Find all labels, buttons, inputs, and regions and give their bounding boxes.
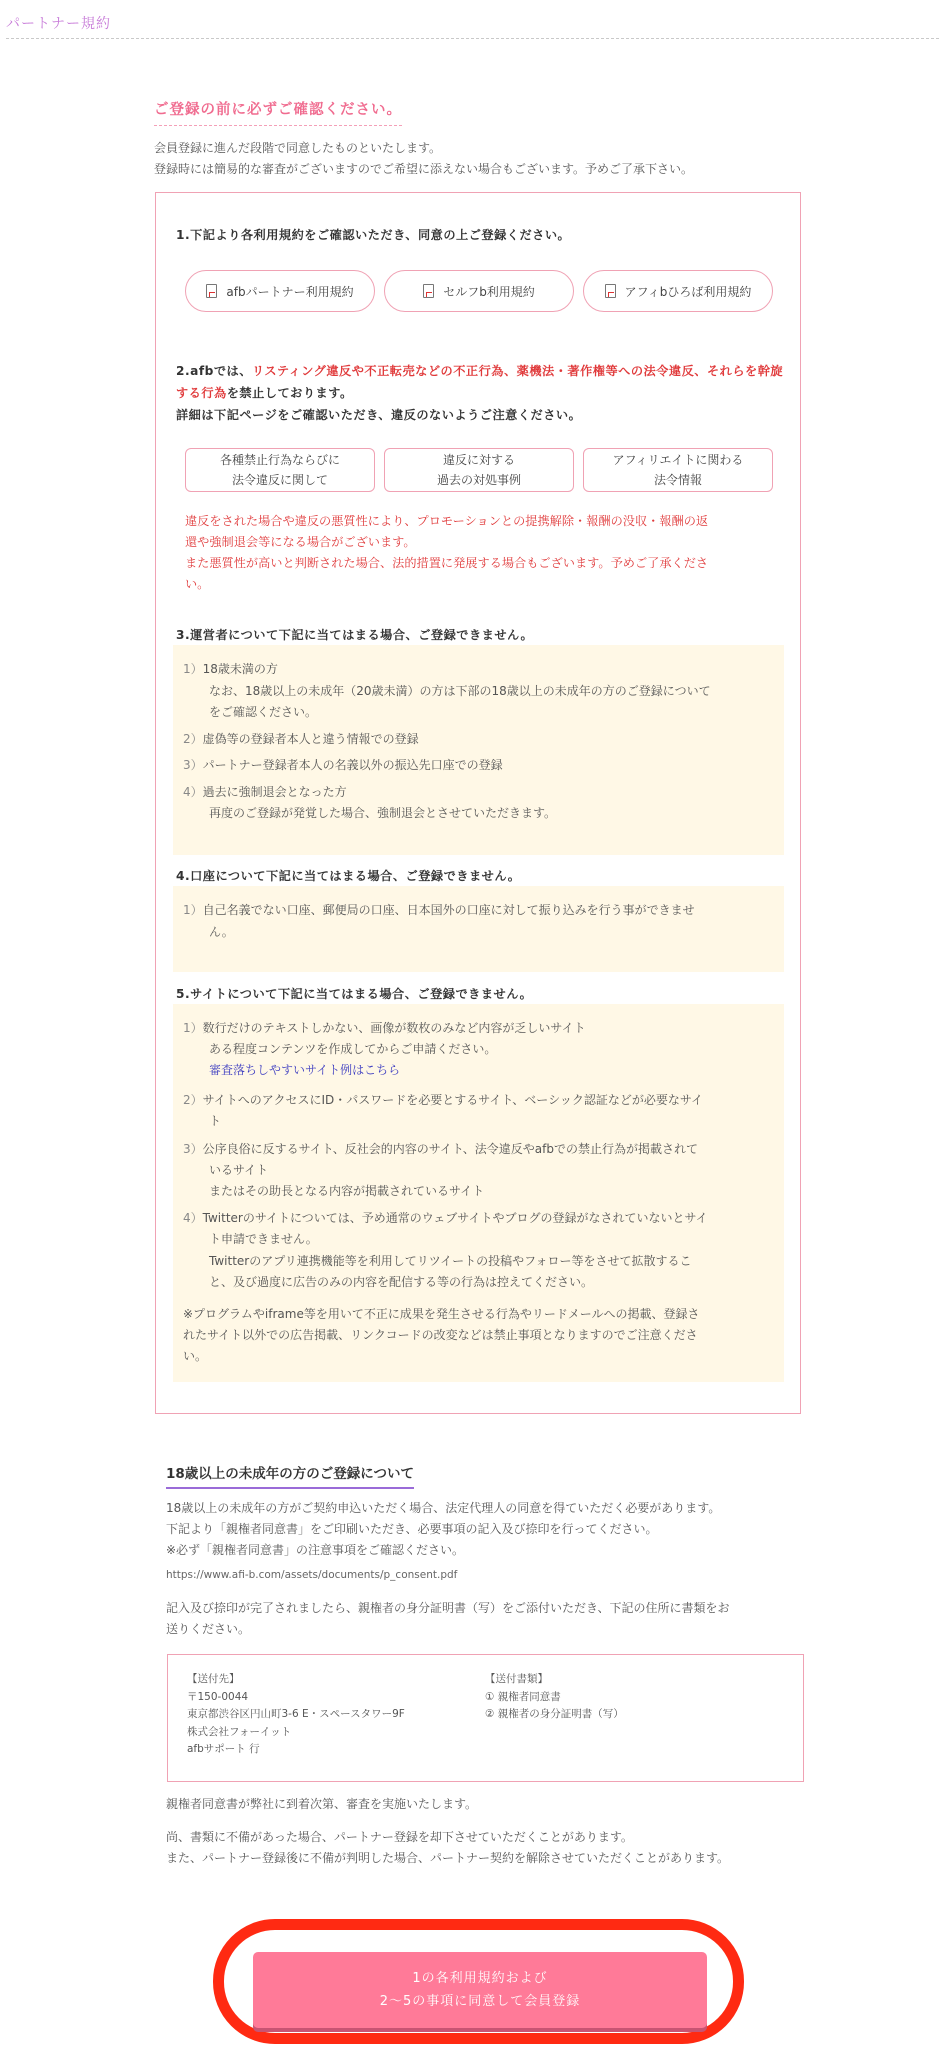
agree-and-register-button[interactable]: 1の各利用規約および 2～5の事項に同意して会員登録 <box>253 1952 707 2028</box>
required-documents: 【送付書類】 ① 親権者同意書 ② 親権者の身分証明書（写） <box>485 1673 624 1720</box>
list-item-cont: ん。 <box>209 925 234 939</box>
list-item-cont: なお、18歳以上の未成年（20歳未満）の方は下部の18歳以上の未成年の方のご登録について <box>209 684 711 698</box>
list-item-cont: と、及び過度に広告のみの内容を配信する等の行為は控えてください。 <box>209 1275 594 1289</box>
afib-hiroba-terms-button[interactable]: アフィbひろば利用規約 <box>583 270 773 312</box>
section3-title: 3.運営者について下記に当てはまる場合、ご登録できません。 <box>176 628 534 642</box>
minor-paragraph-1: 18歳以上の未成年の方がご契約申込いただく場合、法定代理人の同意を得ていただく必要があります。 下記より「親権者同意書」をご印刷いただき、必要事項の記入及び捺印を行ってください。 ※必ず「親権者同意書」の注意事項をご確認ください。 <box>166 1501 721 1557</box>
section5-title: 5.サイトについて下記に当てはまる場合、ご登録できません。 <box>176 987 533 1001</box>
section2-text: 2.afbでは、リスティング違反や不正転売などの不正行為、薬機法・著作権等への法令違反、それらを幹旋する行為を禁止しております。 詳細は下記ページをご確認いただき、違反のないようご注意ください。 <box>176 364 784 422</box>
list-item: 4）過去に強制退会となった方 <box>183 785 347 799</box>
minor-paragraph-2: 記入及び捺印が完了されましたら、親権者の身分証明書（写）をご添付いただき、下記の住所に書類をお 送りください。 <box>166 1601 730 1636</box>
violation-warning: 違反をされた場合や違反の悪質性により、プロモーションとの提携解除・報酬の没収・報酬の返 還や強制退会等になる場合がございます。 また悪質性が高いと判断された場合、法的措置に発展する場合もございます。予めご了承くださ い。 <box>185 514 709 591</box>
minor-paragraph-3: 親権者同意書が弊社に到着次第、審査を実施いたします。 <box>166 1797 478 1811</box>
list-item: 2）サイトへのアクセスにID・パスワードを必要とするサイト、ベーシック認証などが必要なサイ <box>183 1093 703 1107</box>
list-item-cont: をご確認ください。 <box>209 705 318 719</box>
section-heading: ご登録の前に必ずご確認ください。 <box>154 98 402 126</box>
note-text: ※プログラムやiframe等を用いて不正に成果を発生させる行為やリードメールへの掲載、登録さ れたサイト以外での広告掲載、リンクコードの改変などは禁止事項となりますのでご注意くださ い。 <box>183 1307 700 1363</box>
list-item: 1）数行だけのテキストしかない、画像が数枚のみなど内容が乏しいサイト <box>183 1021 586 1035</box>
send-to-address: 【送付先】 〒150-0044 東京都渋谷区円山町3-6 E・スペースタワー9F 株式会社フォーイット afbサポート 行 <box>187 1673 405 1755</box>
list-item: 4）Twitterのサイトについては、予め通常のウェブサイトやブログの登録がなされていないとサイ <box>183 1211 708 1225</box>
page-title: パートナー規約 <box>6 16 111 32</box>
list-item-cont: ト申請できません。 <box>209 1232 318 1246</box>
list-item-cont: Twitterのアプリ連携機能等を利用してリツイートの投稿やフォロー等をさせて拡散するこ <box>209 1254 692 1268</box>
past-cases-button[interactable]: 違反に対する 過去の対処事例 <box>384 448 574 492</box>
list-item: 3）公序良俗に反するサイト、反社会的内容のサイト、法令違反やafbでの禁止行為が掲載されて <box>183 1142 698 1156</box>
section4-panel <box>173 886 784 972</box>
pdf-icon <box>206 284 217 298</box>
list-item-cont: ト <box>209 1114 222 1128</box>
section3-panel <box>173 645 784 855</box>
section1-title: 1.下記より各利用規約をご確認いただき、同意の上ご登録ください。 <box>176 228 571 242</box>
pdf-icon <box>605 284 616 298</box>
list-item: 1）自己名義でない口座、郵便局の口座、日本国外の口座に対して振り込みを行う事ができませ <box>183 903 695 917</box>
address-box <box>167 1654 804 1782</box>
list-item-cont: 再度のご登録が発覚した場合、強制退会とさせていただきます。 <box>209 806 557 820</box>
selfb-terms-button[interactable]: セルフb利用規約 <box>384 270 574 312</box>
minor-heading: 18歳以上の未成年の方のご登録について <box>166 1462 414 1489</box>
list-item: 1）18歳未満の方 <box>183 662 278 676</box>
list-item-cont: いるサイト <box>209 1163 269 1177</box>
list-item-cont: またはその助長となる内容が掲載されているサイト <box>209 1184 485 1198</box>
law-info-button[interactable]: アフィリエイトに関わる 法令情報 <box>583 448 773 492</box>
section4-title: 4.口座について下記に当てはまる場合、ご登録できません。 <box>176 869 521 883</box>
bad-site-examples-link[interactable]: 審査落ちしやすいサイト例はこちら <box>209 1063 401 1077</box>
list-item: 3）パートナー登録者本人の名義以外の振込先口座での登録 <box>183 758 503 772</box>
section5-panel <box>173 1004 784 1382</box>
prohibited-acts-button[interactable]: 各種禁止行為ならびに 法令違反に関して <box>185 448 375 492</box>
afb-partner-terms-button[interactable]: afbパートナー利用規約 <box>185 270 375 312</box>
top-bar <box>0 0 943 42</box>
pdf-icon <box>423 284 434 298</box>
terms-box <box>155 192 801 1414</box>
header-divider <box>6 38 939 39</box>
minor-paragraph-4: 尚、書類に不備があった場合、パートナー登録を却下させていただくことがあります。 また、パートナー登録後に不備が判明した場合、パートナー契約を解除させていただくことがあります。 <box>166 1830 730 1865</box>
consent-url-link[interactable]: https://www.afi-b.com/assets/documents/p_consent.pdf <box>166 1569 458 1581</box>
intro-text: 会員登録に進んだ段階で同意したものといたします。 登録時には簡易的な審査がございますのでご希望に添えない場合もございます。予めご了承下さい。 <box>154 141 694 176</box>
list-item: 2）虚偽等の登録者本人と違う情報での登録 <box>183 732 419 746</box>
list-item-cont: ある程度コンテンツを作成してからご申請ください。 <box>209 1042 497 1056</box>
